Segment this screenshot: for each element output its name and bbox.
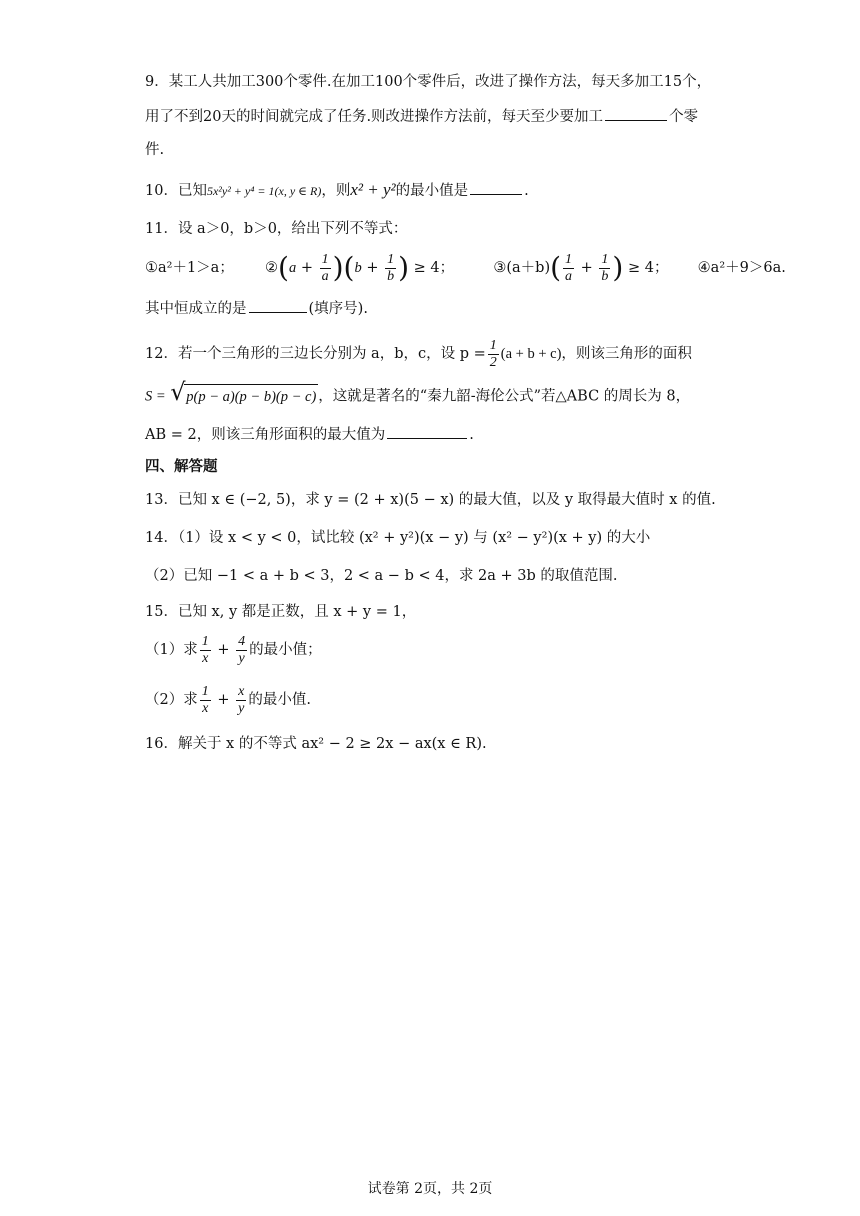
q11-option-3: ③(a＋b)( $\frac{1}{a}$ + $\frac{1}{b}$ ) ≥ 4；: [493, 251, 669, 284]
q12-text-c: ，这就是著名的“秦九韶-海伦公式”若△ABC 的周长为 8，: [318, 388, 691, 405]
q15-part2: （2）求 $\frac{1}{x}$ + $\frac{x}{y}$ 的最小值.: [145, 683, 311, 716]
answer-blank: [470, 180, 522, 195]
q12-line3: [145, 424, 474, 445]
q10-end: .: [524, 183, 529, 199]
q11-prompt: 其中恒成立的是: [145, 301, 247, 317]
area-symbol: S =: [145, 388, 166, 405]
q11-options: [145, 250, 786, 286]
q14-part1: 14．（1）设 x < y < 0，试比较 (x² + y²)(x − y) 与 (x² − y²)(x + y) 的大小: [145, 530, 651, 546]
q16-line: 16．解关于 x 的不等式 ax² − 2 ≥ 2x − ax(x ∈ R).: [145, 736, 487, 752]
option-3-relation: ≥ 4；: [627, 260, 669, 276]
q10-expression: x² + y²: [350, 180, 396, 199]
q12-text-a: 12．若一个三角形的三边长分别为 a，b，c，设 p =: [145, 346, 486, 362]
sqrt-expression: √ p(p − a)(p − b)(p − c): [170, 384, 318, 409]
fraction: $\frac{1}{x}$: [201, 633, 209, 666]
fraction: $\frac{4}{y}$: [238, 633, 246, 666]
q11-option-4: ④a²＋9＞6a.: [697, 260, 786, 276]
section-heading: 四、解答题: [145, 458, 218, 475]
q10-suffix: 的最小值是: [395, 183, 469, 199]
q12-line1: [145, 336, 692, 372]
fraction: $\frac{1}{a}$: [321, 251, 329, 284]
q10-condition: 5x²y² + y⁴ = 1(x, y ∈ R): [206, 184, 322, 198]
q10-line: [145, 180, 529, 201]
q11-note: (填序号).: [308, 301, 368, 317]
answer-blank: [605, 106, 667, 121]
q15-line1: 15．已知 x, y 都是正数，且 x + y = 1，: [145, 604, 417, 620]
q9-line2: [145, 106, 698, 127]
q14-part2: （2）已知 −1 < a + b < 3，2 < a − b < 4，求 2a + 3b 的取值范围.: [145, 568, 618, 584]
page-footer: 试卷第 2页，共 2页: [367, 1181, 493, 1197]
fraction: $\frac{1}{a}$: [565, 251, 573, 284]
q15-part1-label: （1）求: [145, 642, 198, 658]
option-2-relation: ≥ 4；: [413, 260, 455, 276]
fraction-half: $\frac{1}{2}$: [489, 337, 497, 370]
fraction: $\frac{x}{y}$: [238, 683, 245, 716]
q12-end: .: [469, 427, 474, 443]
q15-part1: （1）求 $\frac{1}{x}$ + $\frac{4}{y}$ 的最小值；: [145, 633, 322, 666]
q15-part2-label: （2）求: [145, 692, 198, 708]
q15-part1-end: 的最小值；: [249, 642, 322, 658]
q9-line2-end: 个零: [669, 109, 699, 125]
q11-option-1: ①a²＋1＞a；: [145, 260, 234, 276]
q9-line1: 9．某工人共加工300个零件.在加工100个零件后，改进了操作方法，每天多加工15个，: [145, 74, 712, 90]
q9-line3: 件.: [145, 142, 165, 158]
q15-part2-end: 的最小值.: [248, 692, 311, 708]
q9-line2-text: 用了不到20天的时间就完成了任务.则改进操作方法前，每天至少要加工: [145, 109, 604, 125]
q12-text-d: AB = 2，则该三角形面积的最大值为: [145, 427, 386, 443]
fraction: $\frac{1}{b}$: [601, 251, 609, 284]
q10-prefix: 10．已知: [145, 183, 207, 199]
q11-line3: [145, 298, 368, 319]
q10-mid: ，则: [321, 183, 351, 199]
answer-blank: [249, 298, 307, 313]
answer-blank: [387, 424, 467, 439]
fraction: $\frac{1}{x}$: [201, 683, 209, 716]
q13-line: 13．已知 x ∈ (−2, 5)，求 y = (2 + x)(5 − x) 的最大值，以及 y 取得最大值时 x 的值.: [145, 492, 716, 508]
q11-line1: 11．设 a＞0，b＞0，给出下列不等式：: [145, 221, 408, 237]
sqrt-body: p(p − a)(p − b)(p − c): [184, 384, 318, 409]
fraction: $\frac{1}{b}$: [387, 251, 395, 284]
option-3-label: ③(a＋b): [493, 260, 551, 276]
option-2-label: ②: [265, 260, 279, 276]
q12-line2: [145, 378, 691, 409]
q12-text-b: (a + b + c)，则该三角形的面积: [500, 346, 692, 362]
q11-option-2: ②(a + $\frac{1}{a}$ )(b + $\frac{1}{b}$ ) ≥ 4；: [265, 251, 455, 284]
